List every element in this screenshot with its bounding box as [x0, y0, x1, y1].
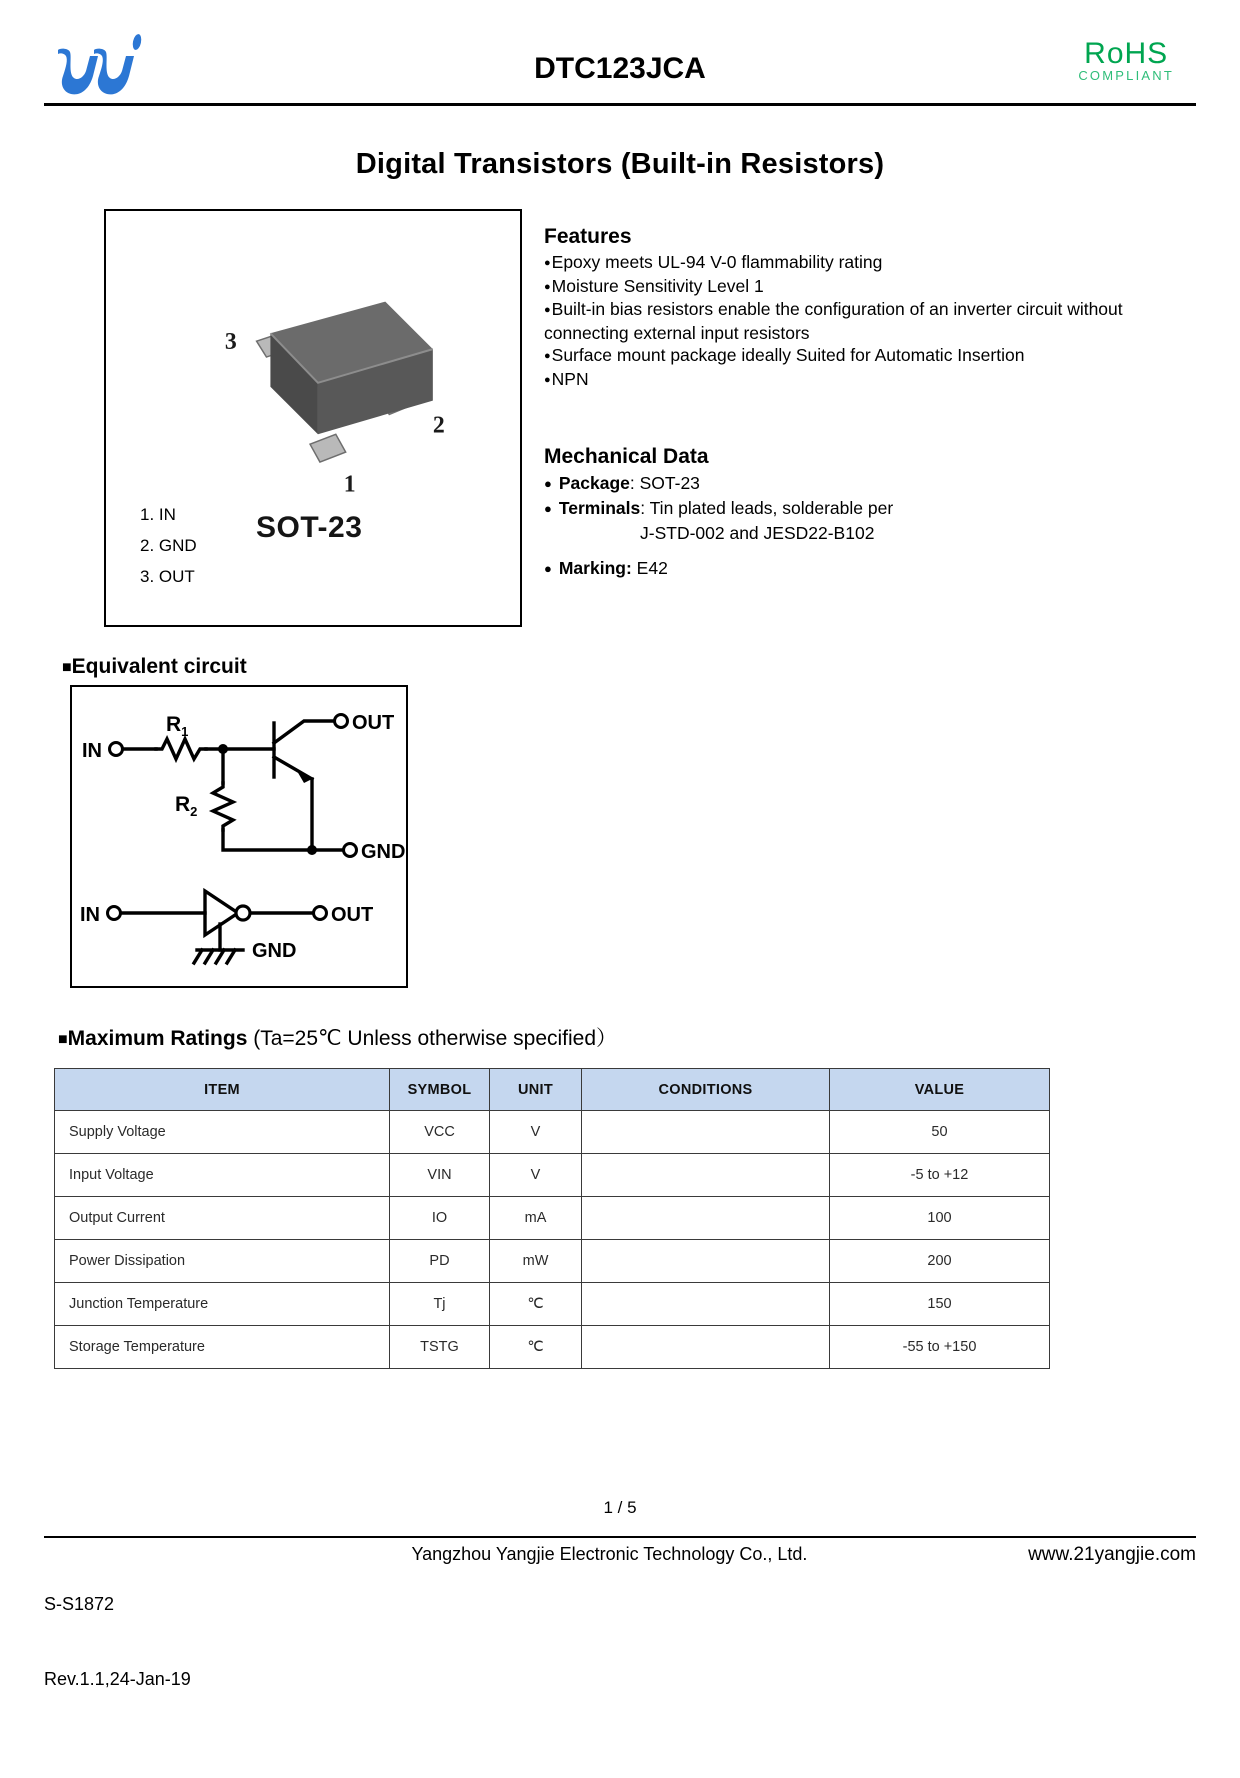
cell-conditions	[582, 1111, 830, 1154]
maximum-ratings-heading-text: Maximum Ratings	[67, 1027, 248, 1050]
table-row	[55, 1154, 1050, 1197]
terminal-in-2	[108, 907, 121, 920]
package-and-features	[44, 209, 1196, 627]
terminal-gnd	[344, 844, 357, 857]
inverter-bubble-icon	[236, 906, 250, 920]
cell-unit: ℃	[490, 1326, 582, 1369]
table-body	[55, 1111, 1050, 1369]
cell-conditions	[582, 1154, 830, 1197]
cell-item: Input Voltage	[55, 1154, 390, 1197]
page-title: DTC123JCA	[534, 52, 706, 85]
square-bullet-icon: ■	[58, 1031, 68, 1048]
circuit-label-out: OUT	[352, 712, 395, 734]
features-heading: Features	[544, 225, 632, 248]
terminals-val: : Tin plated leads, solderable per	[640, 498, 894, 518]
pin-item-1: 1. IN	[140, 505, 176, 524]
column-header-conditions: CONDITIONS	[582, 1069, 830, 1111]
footer-doc-info	[44, 1542, 191, 1742]
footer-revision: Rev.1.1,24-Jan-19	[44, 1669, 191, 1689]
cell-unit: V	[490, 1111, 582, 1154]
package-outline-box	[104, 209, 522, 627]
package-pin-3-label: 3	[224, 329, 237, 356]
table-row	[55, 1283, 1050, 1326]
equivalent-circuit-heading-text: Equivalent circuit	[71, 655, 247, 678]
table-header-row	[55, 1069, 1050, 1111]
bullet-icon: ●	[544, 501, 552, 516]
document-title: Digital Transistors (Built-in Resistors)	[355, 148, 885, 180]
cell-unit: V	[490, 1154, 582, 1197]
cell-conditions	[582, 1197, 830, 1240]
mechanical-terminals-line	[544, 496, 1196, 521]
circuit-label-gnd-2: GND	[252, 940, 297, 962]
circuit-label-r2: $R_2$	[175, 793, 198, 819]
bullet-icon: ●	[544, 476, 552, 491]
cell-value: 100	[830, 1197, 1050, 1240]
column-header-unit: UNIT	[490, 1069, 582, 1111]
rohs-compliant-label: COMPLIANT	[1078, 68, 1174, 84]
table-row	[55, 1197, 1050, 1240]
cell-value: 200	[830, 1240, 1050, 1283]
cell-value: 50	[830, 1111, 1050, 1154]
footer-website: www.21yangjie.com	[1028, 1544, 1196, 1565]
package-name-label: SOT-23	[256, 511, 363, 544]
square-bullet-icon: ■	[62, 659, 72, 676]
circuit-label-in-2: IN	[80, 904, 100, 926]
feature-item-5: ● NPN	[544, 368, 1196, 392]
mechanical-data-section	[544, 445, 1196, 581]
cell-conditions	[582, 1326, 830, 1369]
cell-conditions	[582, 1283, 830, 1326]
pin-item-3: 3. OUT	[140, 567, 195, 586]
sot23-package-drawing	[106, 221, 520, 501]
equivalent-circuit-heading	[62, 655, 1196, 679]
mechanical-marking-line	[544, 556, 1196, 581]
table-row	[55, 1240, 1050, 1283]
cell-item: Storage Temperature	[55, 1326, 390, 1369]
maximum-ratings-table	[54, 1068, 1050, 1369]
cell-item: Output Current	[55, 1197, 390, 1240]
features-section	[522, 209, 1196, 581]
terminal-in	[110, 743, 123, 756]
maximum-ratings-condition: (Ta=25℃ Unless otherwise specified）	[247, 1027, 618, 1050]
footer-doc-code: S-S1872	[44, 1594, 115, 1614]
cell-symbol: VIN	[390, 1154, 490, 1197]
cell-value: -55 to +150	[830, 1326, 1050, 1369]
feature-item-1: ● Epoxy meets UL-94 V-0 flammability rating	[544, 251, 1196, 275]
bullet-icon: ●	[544, 561, 552, 576]
cell-value: -5 to +12	[830, 1154, 1050, 1197]
feature-item-2: ● Moisture Sensitivity Level 1	[544, 275, 1196, 299]
circuit-label-r1: $R_1$	[166, 713, 189, 739]
marking-val: E42	[636, 558, 668, 578]
cell-item: Supply Voltage	[55, 1111, 390, 1154]
mechanical-terminals-continuation: J-STD-002 and JESD22-B102	[640, 523, 875, 543]
feature-item-3: ● Built-in bias resistors enable the configuration of an inverter circuit without connecting external input resistors	[544, 298, 1196, 344]
pin-item-2: 2. GND	[140, 536, 197, 555]
marking-key: Marking:	[558, 558, 632, 578]
cell-item: Junction Temperature	[55, 1283, 390, 1326]
table-row	[55, 1111, 1050, 1154]
mechanical-package-line	[544, 471, 1196, 496]
package-pin-2-label: 2	[432, 412, 445, 439]
page-header	[44, 24, 1196, 106]
feature-item-4: ● Surface mount package ideally Suited for Automatic Insertion	[544, 344, 1196, 368]
table-row	[55, 1326, 1050, 1369]
circuit-label-in: IN	[82, 740, 102, 762]
cell-unit: ℃	[490, 1283, 582, 1326]
cell-item: Power Dissipation	[55, 1240, 390, 1283]
cell-conditions	[582, 1240, 830, 1283]
circuit-label-out-2: OUT	[331, 904, 374, 926]
datasheet-page	[0, 24, 1240, 1778]
footer-company: Yangzhou Yangjie Electronic Technology Co., Ltd.	[411, 1544, 808, 1564]
column-header-symbol: SYMBOL	[390, 1069, 490, 1111]
rohs-label: RoHS	[1084, 36, 1169, 70]
cell-symbol: TSTG	[390, 1326, 490, 1369]
package-key: Package	[558, 473, 630, 493]
package-val: : SOT-23	[629, 473, 700, 493]
equivalent-circuit-diagram	[72, 687, 406, 986]
pin-assignment-list	[140, 499, 197, 592]
terminals-key: Terminals	[558, 498, 641, 518]
circuit-label-gnd: GND	[361, 841, 406, 863]
terminal-out	[335, 715, 348, 728]
cell-symbol: Tj	[390, 1283, 490, 1326]
circuit-node-dot	[218, 744, 228, 754]
page-footer	[44, 1542, 1196, 1742]
cell-value: 150	[830, 1283, 1050, 1326]
mechanical-data-heading: Mechanical Data	[544, 445, 709, 468]
column-header-item: ITEM	[55, 1069, 390, 1111]
maximum-ratings-heading	[58, 1022, 1196, 1052]
cell-symbol: VCC	[390, 1111, 490, 1154]
page-number: 1 / 5	[603, 1498, 637, 1517]
cell-symbol: PD	[390, 1240, 490, 1283]
circuit-node-dot	[307, 845, 317, 855]
cell-unit: mA	[490, 1197, 582, 1240]
cell-symbol: IO	[390, 1197, 490, 1240]
terminal-out-2	[314, 907, 327, 920]
package-pin-1-label: 1	[343, 471, 356, 498]
cell-unit: mW	[490, 1240, 582, 1283]
spacer	[544, 546, 1196, 556]
column-header-value: VALUE	[830, 1069, 1050, 1111]
footer-divider	[44, 1536, 1196, 1538]
equivalent-circuit-box	[70, 685, 408, 988]
